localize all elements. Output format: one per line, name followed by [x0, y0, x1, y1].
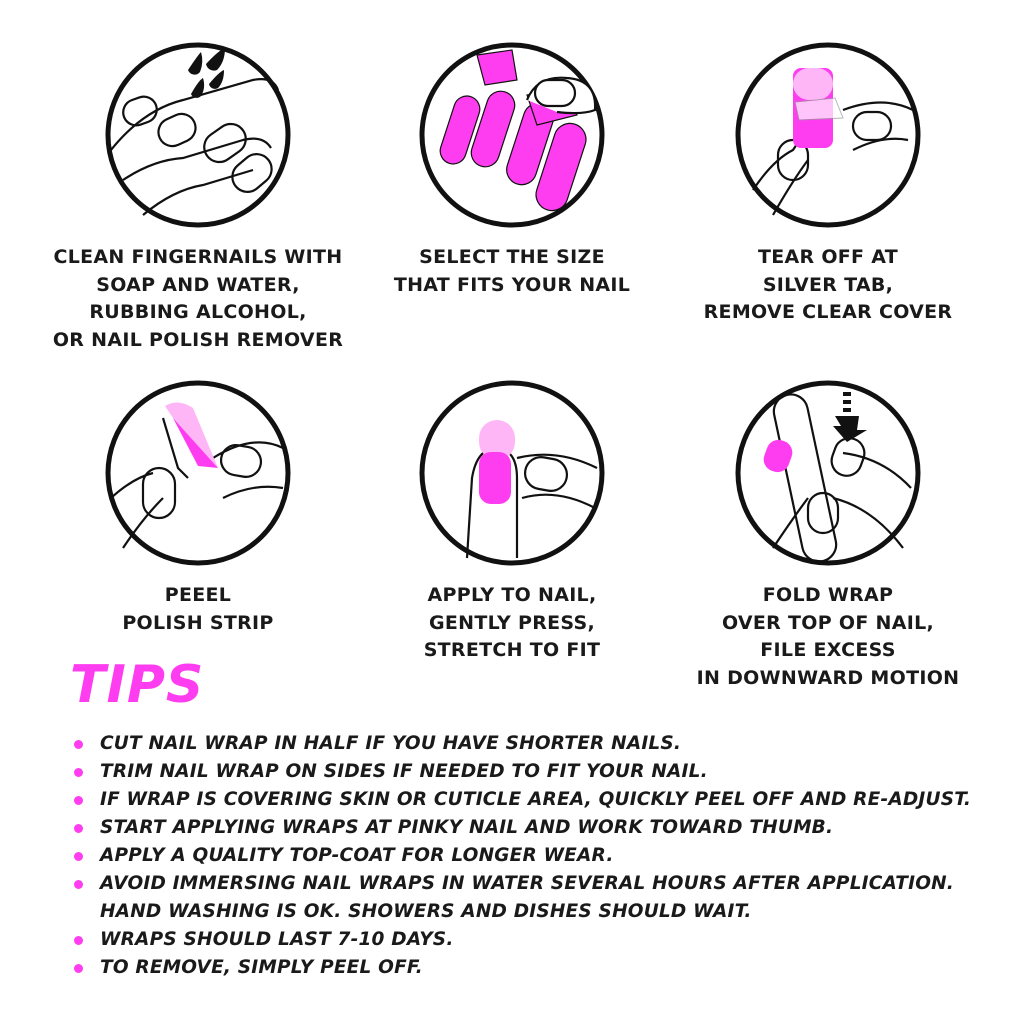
tips-list: [70, 730, 1000, 982]
tip-item: TO REMOVE, SIMPLY PEEL OFF.: [70, 954, 1000, 982]
select-size-icon: [417, 40, 607, 230]
step-apply: [352, 378, 672, 665]
step-caption: APPLY TO NAIL, GENTLY PRESS, STRETCH TO FIT: [423, 584, 601, 661]
step-peel: [38, 378, 358, 637]
tip-item: IF WRAP IS COVERING SKIN OR CUTICLE AREA, QUICKLY PEEL OFF AND RE-ADJUST.: [70, 786, 1000, 814]
file-excess-icon: [733, 378, 923, 568]
step-select-size: [352, 40, 672, 299]
peel-strip-icon: [103, 378, 293, 568]
step-caption: TEAR OFF AT SILVER TAB, REMOVE CLEAR COVER: [703, 246, 953, 323]
step-file: [668, 378, 988, 692]
tip-item: AVOID IMMERSING NAIL WRAPS IN WATER SEVERAL HOURS AFTER APPLICATION. HAND WASHING IS OK. SHOWERS AND DISHES SHOULD WAIT.: [70, 870, 1000, 926]
step-tear-off: [668, 40, 988, 327]
tips-title: TIPS: [70, 655, 205, 715]
tip-item: CUT NAIL WRAP IN HALF IF YOU HAVE SHORTER NAILS.: [70, 730, 1000, 758]
clean-hands-icon: [103, 40, 293, 230]
apply-nail-icon: [417, 378, 607, 568]
tip-item: APPLY A QUALITY TOP-COAT FOR LONGER WEAR.: [70, 842, 1000, 870]
tip-item: WRAPS SHOULD LAST 7-10 DAYS.: [70, 926, 1000, 954]
step-caption: FOLD WRAP OVER TOP OF NAIL, FILE EXCESS IN DOWNWARD MOTION: [696, 584, 960, 689]
tip-item: TRIM NAIL WRAP ON SIDES IF NEEDED TO FIT YOUR NAIL.: [70, 758, 1000, 786]
tip-item: START APPLYING WRAPS AT PINKY NAIL AND WORK TOWARD THUMB.: [70, 814, 1000, 842]
step-caption: SELECT THE SIZE THAT FITS YOUR NAIL: [393, 246, 631, 296]
step-caption: CLEAN FINGERNAILS WITH SOAP AND WATER, RUBBING ALCOHOL, OR NAIL POLISH REMOVER: [52, 246, 344, 351]
step-clean: [38, 40, 358, 354]
step-caption: PEEEL POLISH STRIP: [122, 584, 274, 634]
tear-off-icon: [733, 40, 923, 230]
